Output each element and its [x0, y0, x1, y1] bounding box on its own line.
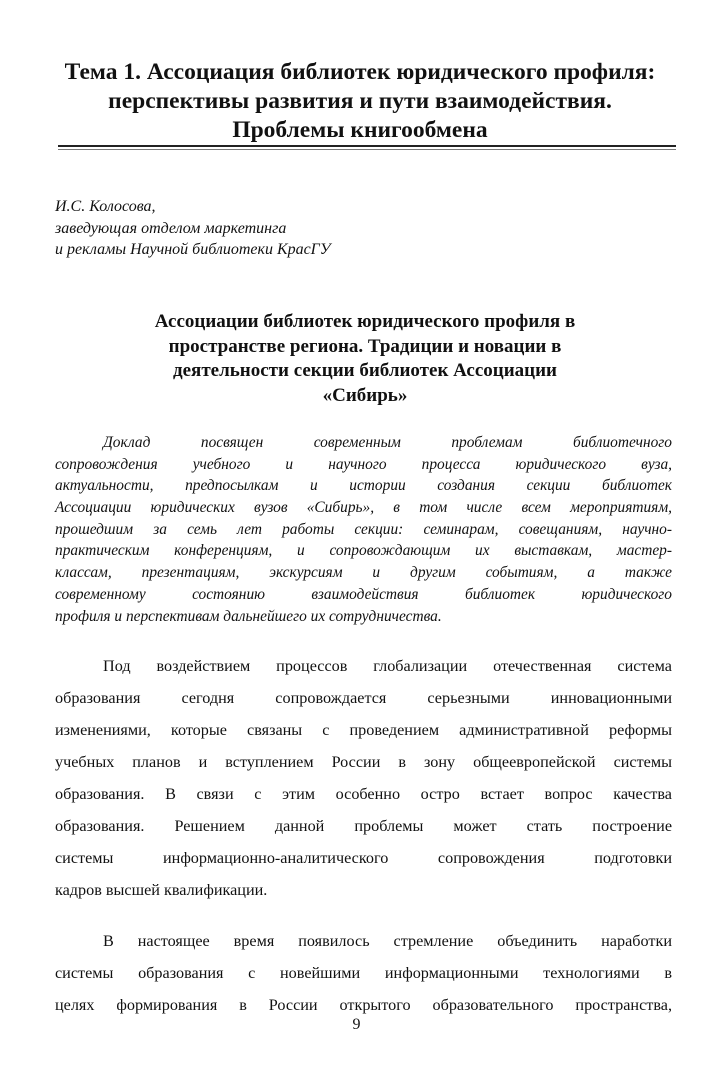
- paragraph-line: образования. Решением данной проблемы может стать построение: [55, 817, 672, 835]
- abstract-line: сопровождения учебного и научного процесса юридического вуза,: [55, 455, 672, 473]
- abstract-line: Доклад посвящен современным проблемам библиотечного: [103, 434, 672, 451]
- article-title-line: деятельности секции библиотек Ассоциации: [173, 360, 557, 381]
- paragraph-line: целях формирования в России открытого образовательного пространства,: [55, 996, 672, 1014]
- body-text: [55, 650, 672, 1021]
- page-number: 9: [352, 1016, 361, 1033]
- paragraph-line: системы образования с новейшими информационными технологиями в: [55, 964, 672, 982]
- abstract: [55, 432, 672, 627]
- abstract-line: прошедшим за семь лет работы секции: семинарам, совещаниям, научно-: [55, 520, 672, 538]
- theme-title: [40, 58, 680, 145]
- paragraph-line: системы информационно-аналитического сопровождения подготовки: [55, 849, 672, 867]
- paragraph-line: В настоящее время появилось стремление объединить наработки: [103, 932, 672, 950]
- author-name: И.С. Колосова,: [55, 198, 156, 215]
- paragraph-line: изменениями, которые связаны с проведением административной реформы: [55, 721, 672, 739]
- theme-title-line: Проблемы книгообмена: [232, 117, 488, 143]
- article-title-line: Ассоциации библиотек юридического профиля в: [154, 311, 576, 332]
- author-affiliation: и рекламы Научной библиотеки КрасГУ: [55, 241, 331, 258]
- abstract-line: практическим конференциям, и сопровождающим их выставкам, мастер-: [55, 542, 672, 560]
- article-title-line: «Сибирь»: [322, 384, 408, 406]
- title-divider-secondary: [58, 149, 676, 150]
- abstract-line: профиля и перспективам дальнейшего их сотрудничества.: [55, 607, 442, 625]
- paragraph-line: учебных планов и вступлением России в зону общеевропейской системы: [55, 753, 672, 771]
- article-title: [100, 310, 630, 408]
- theme-title-line: перспективы развития и пути взаимодействия.: [108, 88, 612, 114]
- abstract-line: современному состоянию взаимодействия библиотек юридического: [55, 585, 672, 603]
- abstract-line: актуальности, предпосылкам и истории создания секции библиотек: [55, 477, 672, 495]
- paragraph-line: образования сегодня сопровождается серьезными инновационными: [55, 689, 672, 707]
- article-title-line: пространстве региона. Традиции и новации в: [168, 335, 562, 357]
- author-block: [55, 196, 331, 261]
- paragraph-line: кадров высшей квалификации.: [55, 881, 268, 899]
- abstract-line: классам, презентациям, экскурсиям и другим событиям, а также: [55, 564, 672, 582]
- theme-title-line: Тема 1. Ассоциация библиотек юридического профиля:: [64, 59, 656, 85]
- author-position: заведующая отделом маркетинга: [55, 219, 287, 237]
- abstract-line: Ассоциации юридических вузов «Сибирь», в том числе всем мероприятиям,: [55, 499, 672, 517]
- title-divider: [58, 145, 676, 147]
- paragraph-line: Под воздействием процессов глобализации отечественная система: [103, 657, 672, 675]
- paragraph-line: образования. В связи с этим особенно остро встает вопрос качества: [55, 785, 672, 803]
